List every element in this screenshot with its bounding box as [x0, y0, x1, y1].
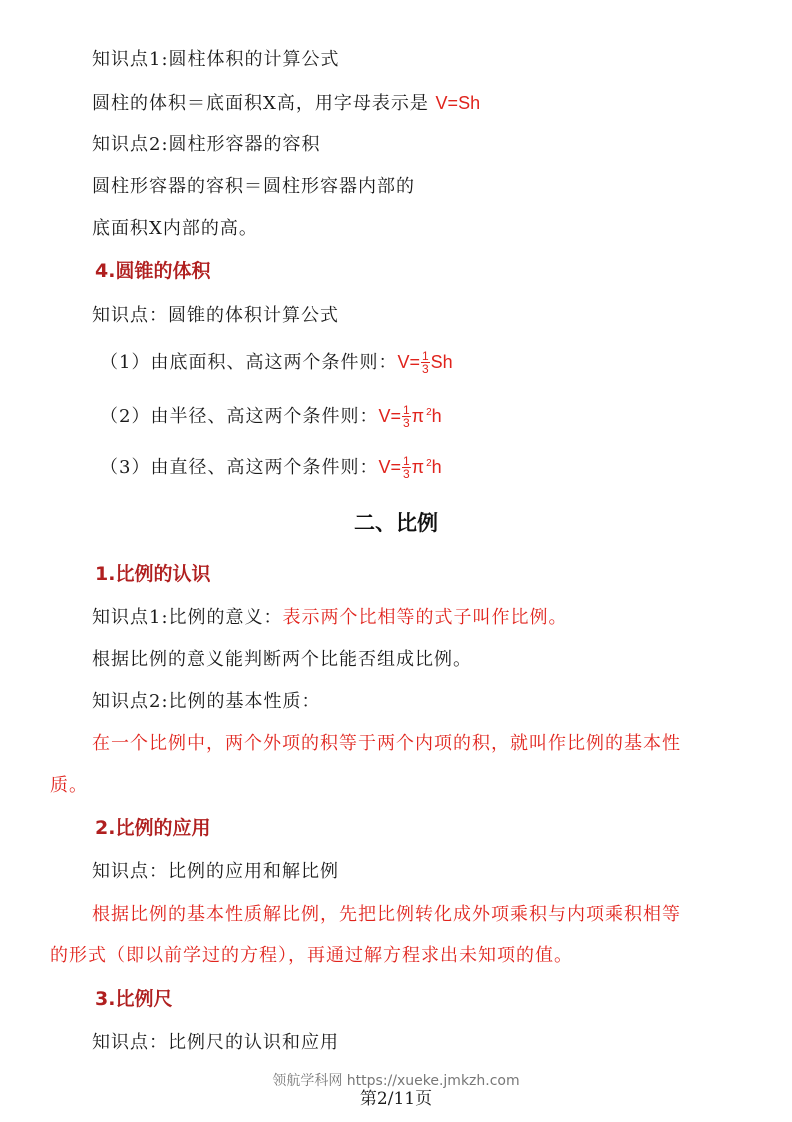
cone-kp: 知识点：圆锥的体积计算公式: [92, 305, 339, 326]
ratio-meaning-heading: 1.比例的认识: [95, 563, 211, 585]
kp1-line-text: 圆柱的体积＝底面积Ⅹ高，用字母表示是: [92, 93, 436, 114]
ratio-kp1-definition: 表示两个比相等的式子叫作比例。: [282, 607, 568, 628]
section-title: 二、比例: [354, 511, 438, 535]
ratio-kp1: [92, 606, 568, 630]
ratio-apply-line2: 的形式（即以前学过的方程），再通过解方程求出未知项的值。: [50, 945, 573, 966]
ratio-kp2: 知识点2:比例的基本性质：: [92, 691, 321, 712]
kp2-line1: 圆柱形容器的容积＝圆柱形容器内部的: [92, 176, 415, 197]
ratio-apply-line1: 根据比例的基本性质解比例，先把比例转化成外项乘积与内项乘积相等: [92, 904, 681, 925]
ratio-apply-kp: 知识点：比例的应用和解比例: [92, 861, 339, 882]
ratio-property-line1: 在一个比例中，两个外项的积等于两个内项的积，就叫作比例的基本性: [92, 733, 681, 754]
cone-item-3-label: （3）由直径、高这两个条件则：: [100, 457, 379, 478]
kp1-title: 知识点1:圆柱体积的计算公式: [92, 49, 340, 70]
cone-item-2: [100, 401, 442, 430]
scale-heading: 3.比例尺: [95, 988, 173, 1010]
cone-item-1: [100, 350, 453, 376]
cone-item-1-label: （1）由底面积、高这两个条件则：: [100, 352, 398, 373]
kp2-title: 知识点2:圆柱形容器的容积: [92, 134, 321, 155]
fraction-one-third: $\frac{1}{3}$: [402, 453, 410, 481]
ratio-kp1-label: 知识点1:比例的意义：: [92, 607, 283, 628]
kp1-line: [92, 91, 480, 116]
ratio-apply-heading: 2.比例的应用: [95, 817, 211, 839]
cone-item-2-label: （2）由半径、高这两个条件则：: [100, 406, 379, 427]
cone-heading: 4.圆锥的体积: [95, 260, 211, 282]
scale-kp: 知识点：比例尺的认识和应用: [92, 1032, 339, 1053]
cone-item-3: [100, 452, 442, 481]
cone-item-1-formula: V= $\frac{1}{3}$ Sh: [397, 348, 453, 376]
kp1-formula: V=Sh: [435, 93, 481, 113]
page-number: 第2/11页: [359, 1089, 433, 1109]
fraction-one-third: $\frac{1}{3}$: [421, 348, 429, 376]
kp2-line2: 底面积Ⅹ内部的高。: [92, 218, 258, 239]
ratio-line2: 根据比例的意义能判断两个比能否组成比例。: [92, 649, 472, 670]
cone-item-3-formula: V= $\frac{1}{3}$ π $^2$h: [378, 453, 442, 481]
ratio-property-line2: 质。: [50, 775, 88, 796]
cone-item-2-formula: V= $\frac{1}{3}$ π $^2$h: [378, 402, 442, 430]
fraction-one-third: $\frac{1}{3}$: [402, 402, 410, 430]
footer-watermark: 领航学科网 https://xueke.jmkzh.com: [272, 1073, 520, 1089]
